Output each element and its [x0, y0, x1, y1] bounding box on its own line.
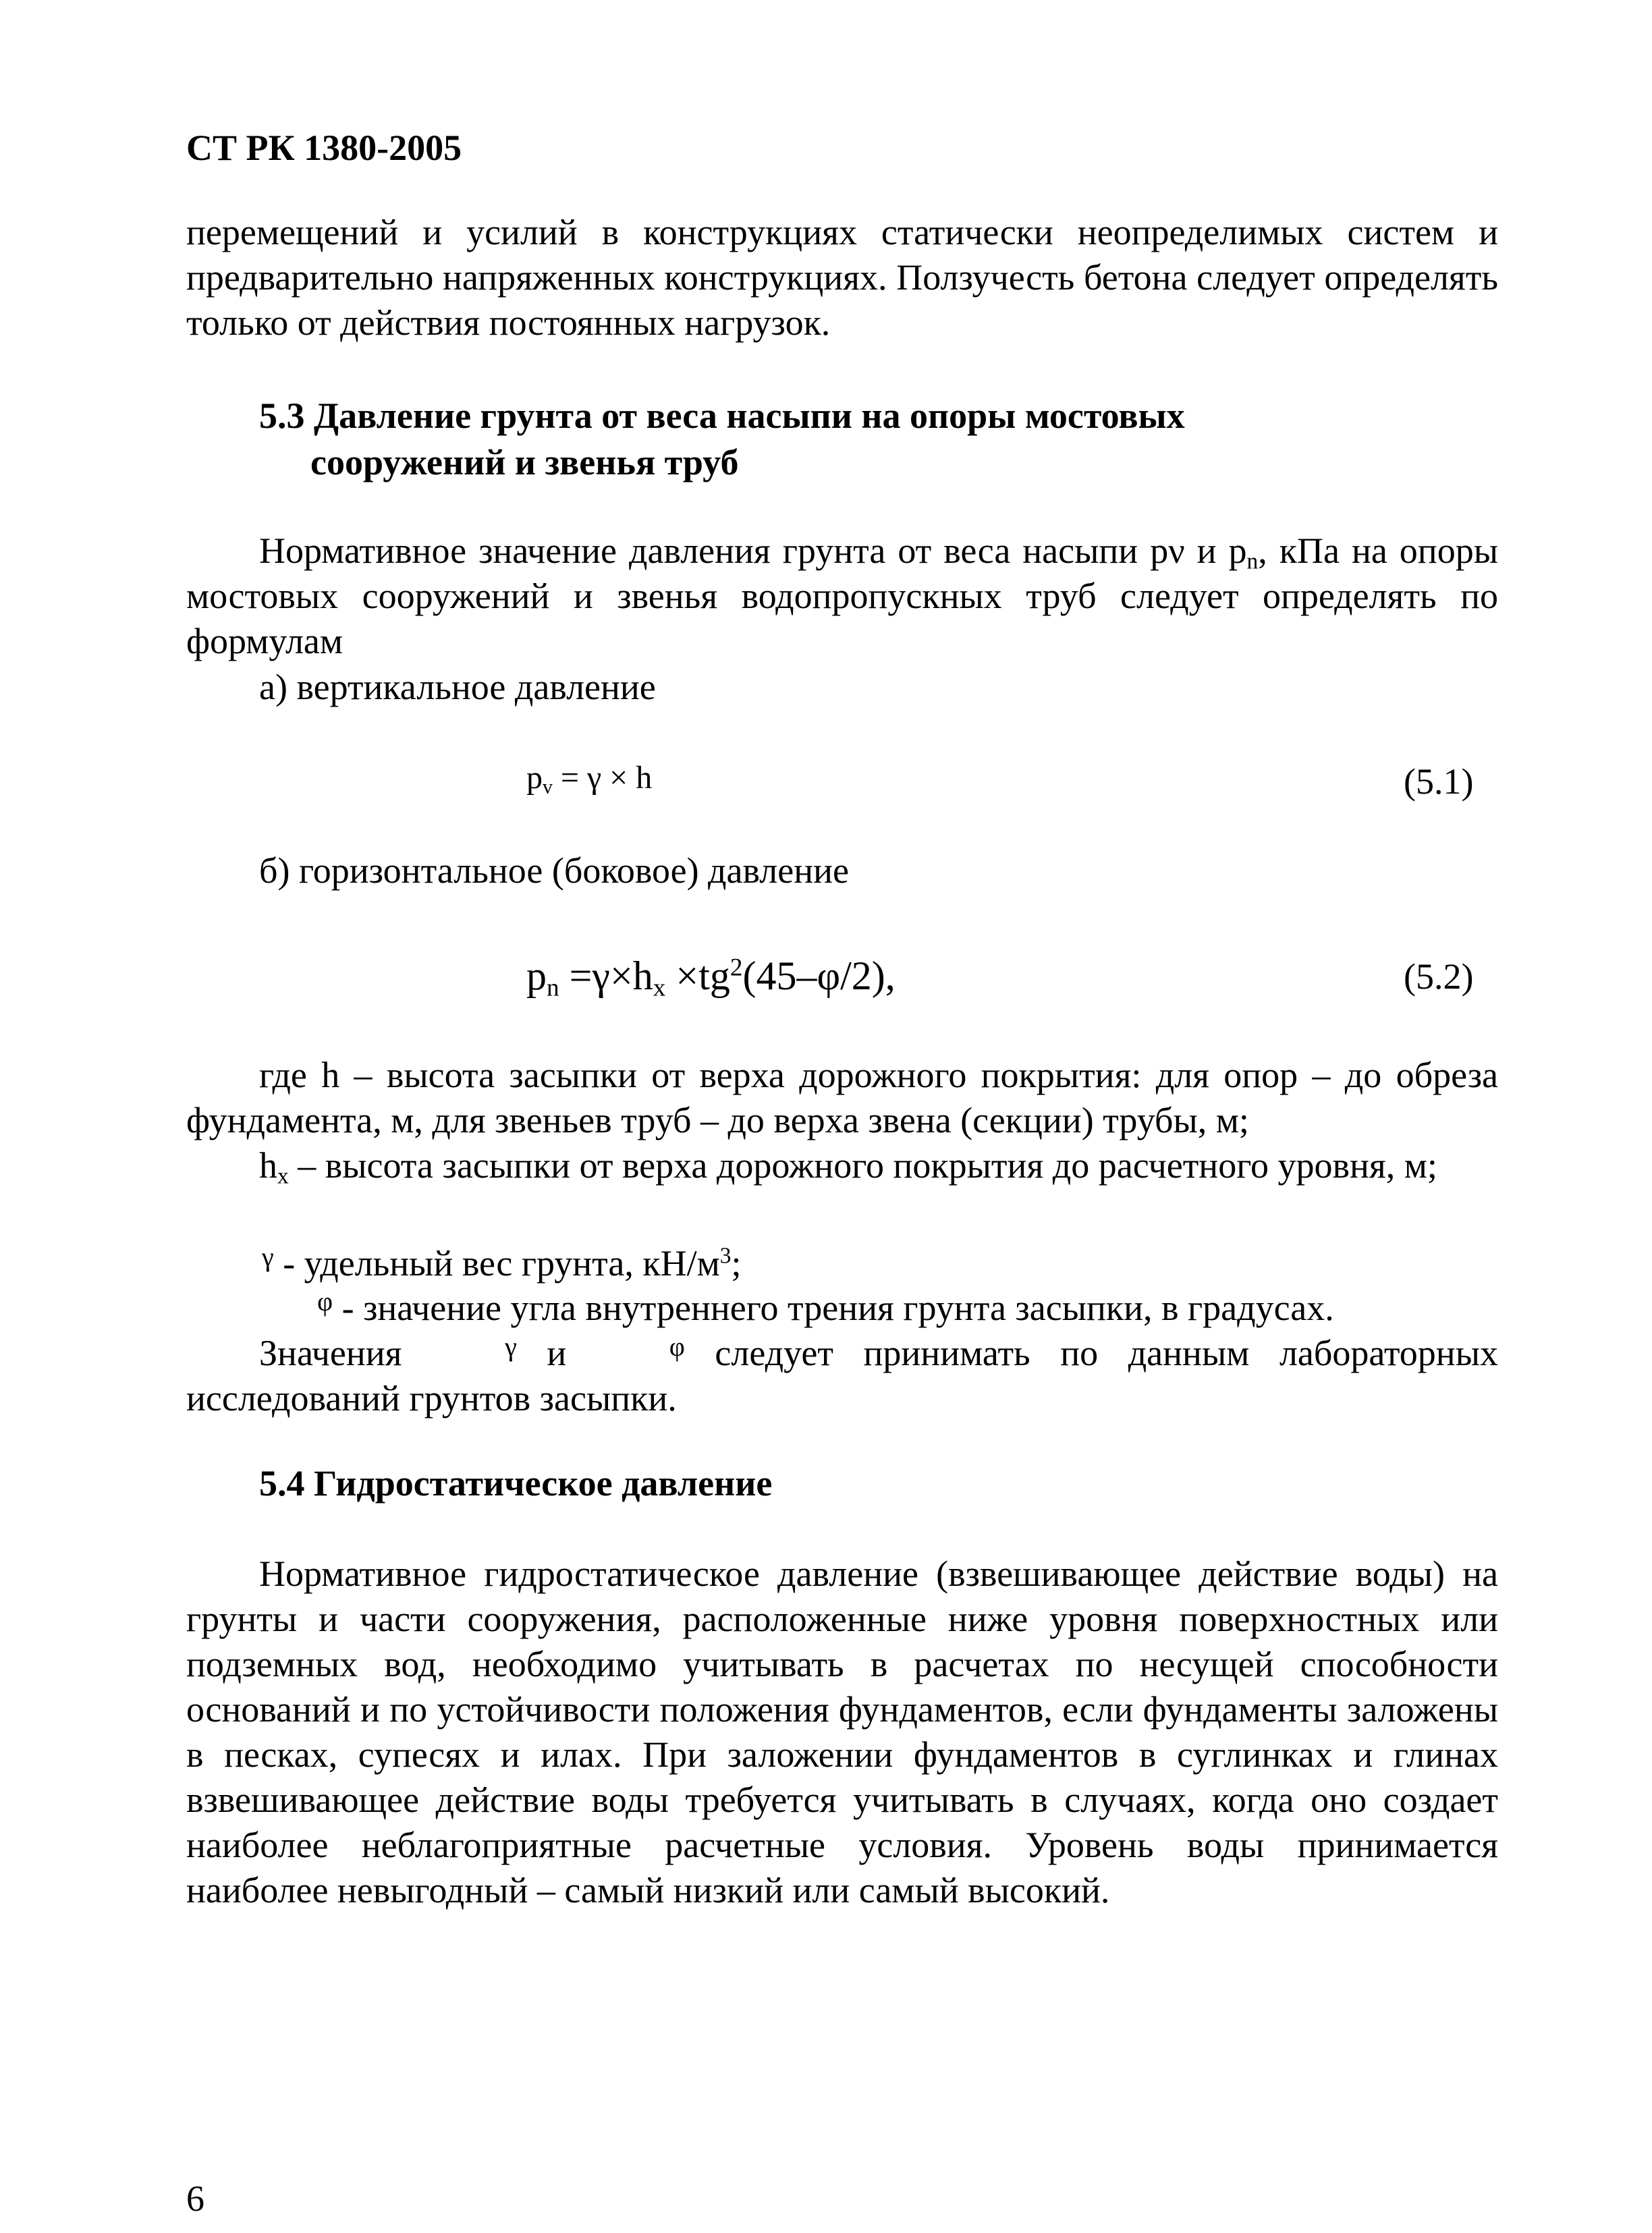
- subscript-n: n: [1246, 549, 1259, 574]
- intro-paragraph: перемещений и усилий в конструкциях статически неопределимых систем и предварительно напряженных конструкциях. Ползучесть бетона следует определять только от действия постоянных нагрузок.: [186, 212, 1498, 343]
- page-number: 6: [186, 2178, 204, 2219]
- formula-5-2-mid1: =γ×h: [559, 954, 653, 998]
- section-5-3-title-line2: сооружений и звенья труб: [310, 442, 739, 483]
- formula-5-2-mid2: ×tg: [665, 954, 730, 998]
- formula-5-1-sub: v: [543, 775, 553, 798]
- formula-5-2-tail: (45–φ/2): [742, 954, 885, 998]
- item-a-vertical-pressure: а) вертикальное давление: [259, 667, 656, 707]
- gamma-symbol: γ: [262, 1242, 274, 1272]
- formula-5-2-p: p: [526, 954, 547, 998]
- section-5-3-paragraph: [186, 528, 1498, 664]
- formula-5-1-p: p: [526, 760, 543, 796]
- where-h-definition: где h – высота засыпки от верха дорожного покрытия: для опор – до обреза фундамента, м, для звеньев труб – до верха звена (секции) трубы, м;: [186, 1055, 1498, 1140]
- formula-5-2-sub-n: n: [547, 974, 559, 1002]
- hx-definition: [186, 1143, 1498, 1188]
- values-paragraph: [186, 1324, 1498, 1421]
- item-b-horizontal-pressure: б) горизонтальное (боковое) давление: [259, 850, 849, 891]
- section-5-4-paragraph: Нормативное гидростатическое давление (взвешивающее действие воды) на грунты и части сооружения, расположенные ниже уровня поверхностных или подземных вод, необходимо учитывать в расчетах по несущей способности оснований и по устойчивости положения фундаментов, если фундаменты заложены в песках, супесях и илах. При заложении фундаментов в суглинках и глинах взвешивающее действие воды требуется учитывать в случаях, когда оно создает наиболее неблагоприятные расчетные условия. Уровень воды принимается наиболее невыгодный – самый низкий или самый высокий.: [186, 1553, 1498, 1910]
- formula-5-1-number: (5.1): [1404, 761, 1474, 802]
- phi-text: - значение угла внутреннего трения грунта засыпки, в градусах.: [333, 1288, 1334, 1328]
- formula-5-1-rhs: = γ × h: [552, 760, 653, 796]
- values-pre: Значения: [259, 1333, 433, 1373]
- values-phi-symbol: φ: [669, 1331, 685, 1362]
- para-post-text: , кПа на опоры мостовых сооружений и звенья водопропускных труб следует определять по формулам: [186, 530, 1498, 661]
- standard-code-header: СТ РК 1380-2005: [186, 128, 462, 168]
- hx-subscript: x: [277, 1163, 289, 1189]
- hx-text: – высота засыпки от верха дорожного покрытия до расчетного уровня, м;: [288, 1145, 1437, 1186]
- gamma-text: - удельный вес грунта, кН/м: [273, 1243, 720, 1284]
- formula-5-2: [526, 952, 896, 1000]
- section-5-4-title: 5.4 Гидростатическое давление: [259, 1463, 773, 1504]
- formula-5-2-comma: ,: [885, 954, 896, 998]
- formula-5-2-sup: 2: [729, 954, 743, 982]
- values-gamma-symbol: γ: [505, 1331, 517, 1362]
- values-mid: и: [516, 1333, 597, 1373]
- nu-symbol: ν: [1168, 530, 1185, 571]
- gamma-sup: 3: [719, 1243, 732, 1269]
- formula-5-2-number: (5.2): [1404, 956, 1474, 997]
- formula-5-2-sub-x: x: [653, 974, 666, 1002]
- phi-definition: [317, 1279, 1334, 1331]
- formula-5-1: [526, 758, 652, 798]
- para-pre-text: Нормативное значение давления грунта от веса насыпи р: [259, 530, 1169, 571]
- values-post: следует принимать по данным лабораторных исследований грунтов засыпки.: [186, 1333, 1498, 1418]
- section-5-3-title-line1: 5.3 Давление грунта от веса насыпи на опоры мостовых: [259, 395, 1185, 436]
- para-mid-text: и р: [1184, 530, 1247, 571]
- gamma-end: ;: [731, 1243, 742, 1284]
- hx-h: h: [259, 1145, 277, 1186]
- phi-symbol: φ: [317, 1286, 333, 1317]
